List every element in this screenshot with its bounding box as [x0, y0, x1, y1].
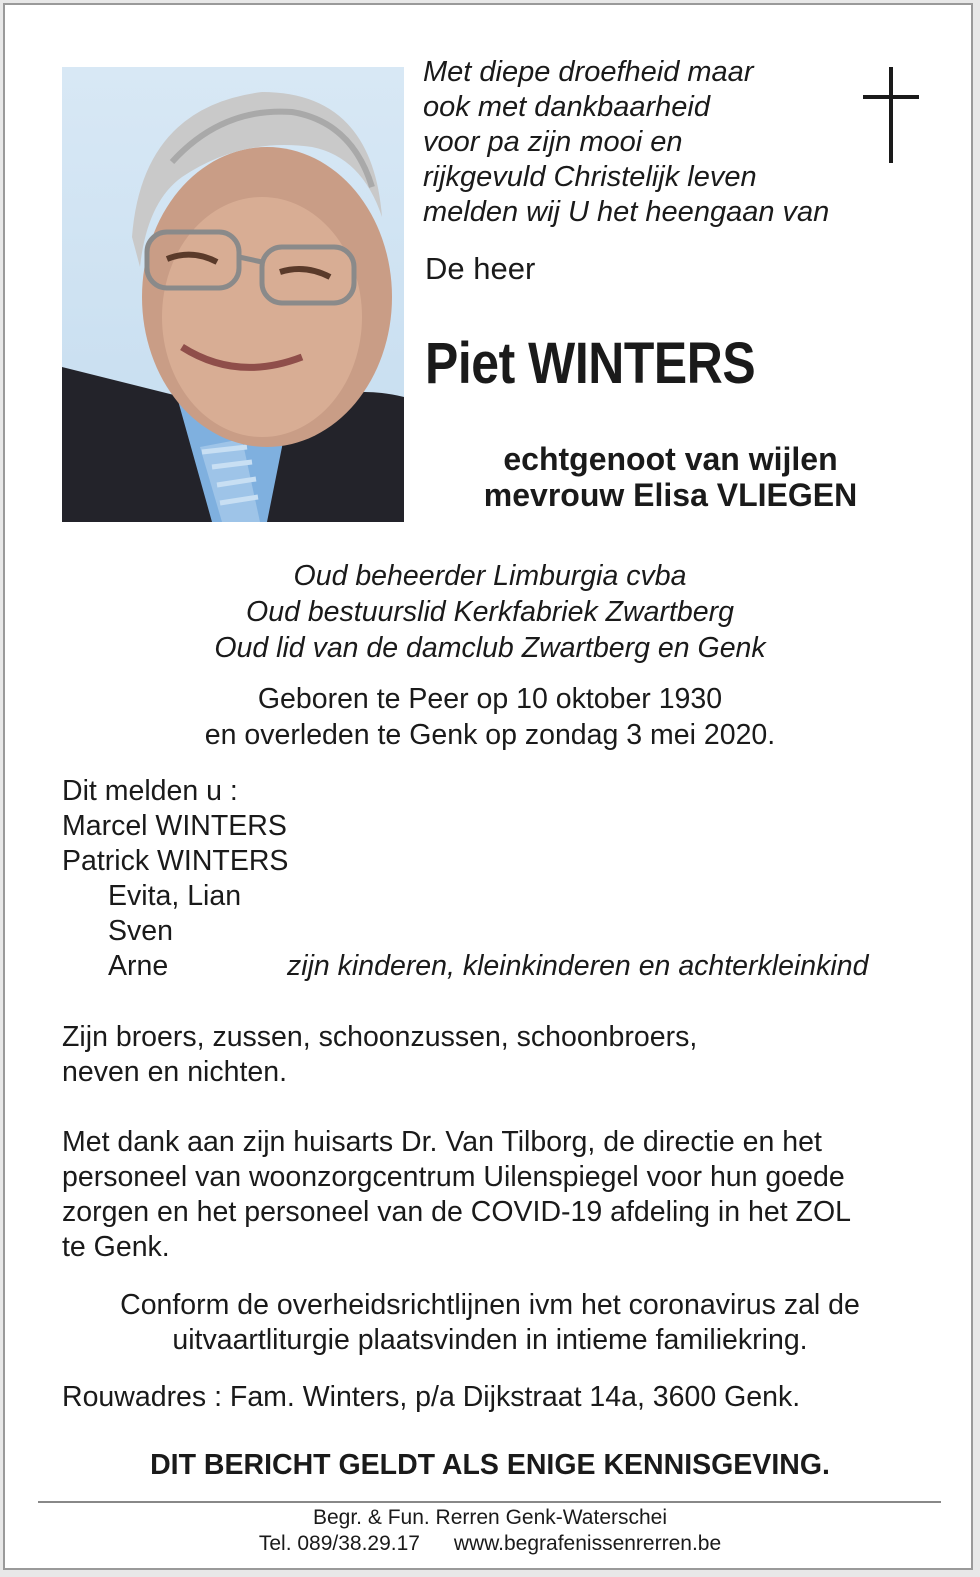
- spouse-text: [423, 441, 918, 513]
- relatives-line: Zijn broers, zussen, schoonzussen, schoonbroers,: [62, 1021, 698, 1053]
- intro-text: [423, 55, 829, 230]
- intro-line: melden wij U het heengaan van: [423, 196, 830, 228]
- funeral-company: Begr. & Fun. Rerren Genk-Waterschei: [312, 1506, 668, 1529]
- date-line: en overleden te Genk op zondag 3 mei 2020.: [204, 719, 776, 751]
- cross-icon: [863, 67, 919, 163]
- obituary-card: [3, 3, 973, 1570]
- roles-list: [5, 558, 973, 666]
- footer-divider: [38, 1501, 941, 1503]
- relatives-text: [62, 1020, 942, 1090]
- thanks-line: Met dank aan zijn huisarts Dr. Van Tilborg, de directie en het: [62, 1126, 822, 1158]
- footer-website[interactable]: www.begrafenissenrerren.be: [453, 1532, 722, 1555]
- family-child: Patrick WINTERS: [62, 845, 289, 877]
- notice-banner: DIT BERICHT GELDT ALS ENIGE KENNISGEVING.: [150, 1449, 830, 1481]
- mourning-address: Rouwadres : Fam. Winters, p/a Dijkstraat 14a, 3600 Genk.: [62, 1381, 801, 1413]
- footer-phone: Tel. 089/38.29.17: [258, 1532, 420, 1555]
- birth-death-dates: [5, 681, 973, 753]
- role-line: Oud beheerder Limburgia cvba: [293, 560, 687, 592]
- relatives-line: neven en nichten.: [62, 1056, 288, 1088]
- family-grandchild: Sven: [108, 915, 173, 947]
- family-note: zijn kinderen, kleinkinderen en achterkleinkind: [287, 950, 869, 982]
- family-grandchild: Evita, Lian: [108, 880, 242, 912]
- conform-text: [5, 1288, 973, 1358]
- footer-contact: [5, 1531, 973, 1557]
- thanks-line: zorgen en het personeel van de COVID-19 afdeling in het ZOL: [62, 1196, 851, 1228]
- portrait-illustration: [62, 67, 404, 522]
- date-line: Geboren te Peer op 10 oktober 1930: [257, 683, 723, 715]
- thanks-text: [62, 1125, 942, 1265]
- portrait-photo: [62, 67, 404, 522]
- family-heading: Dit melden u :: [62, 775, 238, 807]
- intro-line: rijkgevuld Christelijk leven: [423, 161, 757, 193]
- conform-line: uitvaartliturgie plaatsvinden in intieme familiekring.: [172, 1324, 808, 1356]
- intro-line: voor pa zijn mooi en: [423, 126, 683, 158]
- spouse-line: echtgenoot van wijlen: [503, 441, 838, 477]
- deceased-name: Piet WINTERS: [425, 331, 756, 396]
- thanks-line: personeel van woonzorgcentrum Uilenspiegel voor hun goede: [62, 1161, 845, 1193]
- conform-line: Conform de overheidsrichtlijnen ivm het coronavirus zal de: [120, 1289, 860, 1321]
- family-grandchild: Arne: [108, 950, 169, 982]
- honorific: De heer: [425, 251, 536, 286]
- family-child: Marcel WINTERS: [62, 810, 287, 842]
- thanks-line: te Genk.: [62, 1231, 170, 1263]
- role-line: Oud lid van de damclub Zwartberg en Genk: [214, 632, 766, 664]
- intro-line: ook met dankbaarheid: [423, 91, 710, 123]
- intro-line: Met diepe droefheid maar: [423, 56, 754, 88]
- spouse-line: mevrouw Elisa VLIEGEN: [483, 477, 858, 513]
- role-line: Oud bestuurslid Kerkfabriek Zwartberg: [246, 596, 734, 628]
- footer: [5, 1505, 973, 1557]
